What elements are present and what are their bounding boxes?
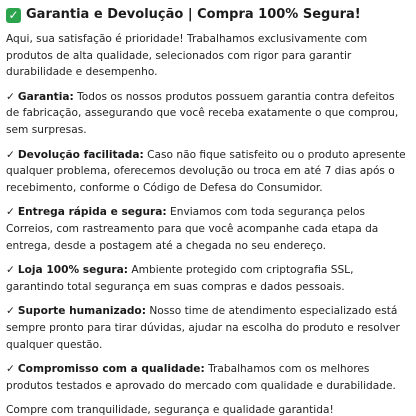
check-mark-icon: ✓	[6, 206, 15, 219]
point-garantia	[6, 89, 410, 139]
section-title-text: Garantia e Devolução | Compra 100% Segura!	[26, 7, 361, 22]
point-label: Compromisso com a qualidade:	[17, 363, 205, 376]
point-text: Todos os nossos produtos possuem garantia contra defeitos de fabricação, assegurando que você receba exatamente o que comprou, sem surpresas.	[6, 90, 399, 136]
point-label: Entrega rápida e segura:	[17, 206, 167, 219]
point-label: Suporte humanizado:	[17, 305, 146, 318]
point-text: Nosso time de atendimento especializado está sempre pronto para tirar dúvidas, ajudar na escolha do produto e resolver qualquer questão.	[6, 305, 400, 351]
check-mark-icon: ✓	[6, 148, 15, 161]
point-qualidade	[6, 361, 410, 394]
point-loja-segura	[6, 262, 410, 295]
point-devolucao	[6, 147, 410, 197]
check-mark-icon: ✓	[6, 264, 15, 277]
intro-paragraph: Aqui, sua satisfação é prioridade! Trabalhamos exclusivamente com produtos de alta qualidade, selecionados com rigor para garantir durabilidade e desempenho.	[6, 33, 368, 79]
point-text: Enviamos com toda segurança pelos Correios, com rastreamento para que você acompanhe cada etapa da entrega, desde a postagem até a chegada no seu endereço.	[6, 206, 379, 252]
point-label: Garantia:	[17, 90, 74, 103]
point-suporte	[6, 303, 410, 353]
section-title	[6, 5, 410, 25]
point-label: Loja 100% segura:	[17, 264, 129, 277]
check-mark-icon: ✓	[6, 90, 15, 103]
point-text: Trabalhamos com os melhores produtos testados e aprovado do mercado com qualidade e durabilidade.	[6, 363, 396, 392]
closing-line: Compre com tranquilidade, segurança e qualidade garantida!	[6, 404, 334, 416]
point-entrega	[6, 204, 410, 254]
check-mark-icon: ✓	[6, 363, 15, 376]
check-mark-button-icon: ✓	[6, 8, 21, 23]
point-text: Ambiente protegido com criptografia SSL, garantindo total segurança em suas compras e dados pessoais.	[6, 264, 354, 293]
point-text: Caso não fique satisfeito ou o produto apresente qualquer problema, oferecemos devolução ou troca em até 7 dias após o recebimento, conforme o Código de Defesa do Consumidor.	[6, 148, 406, 194]
check-mark-icon: ✓	[6, 305, 15, 318]
point-label: Devolução facilitada:	[17, 148, 144, 161]
